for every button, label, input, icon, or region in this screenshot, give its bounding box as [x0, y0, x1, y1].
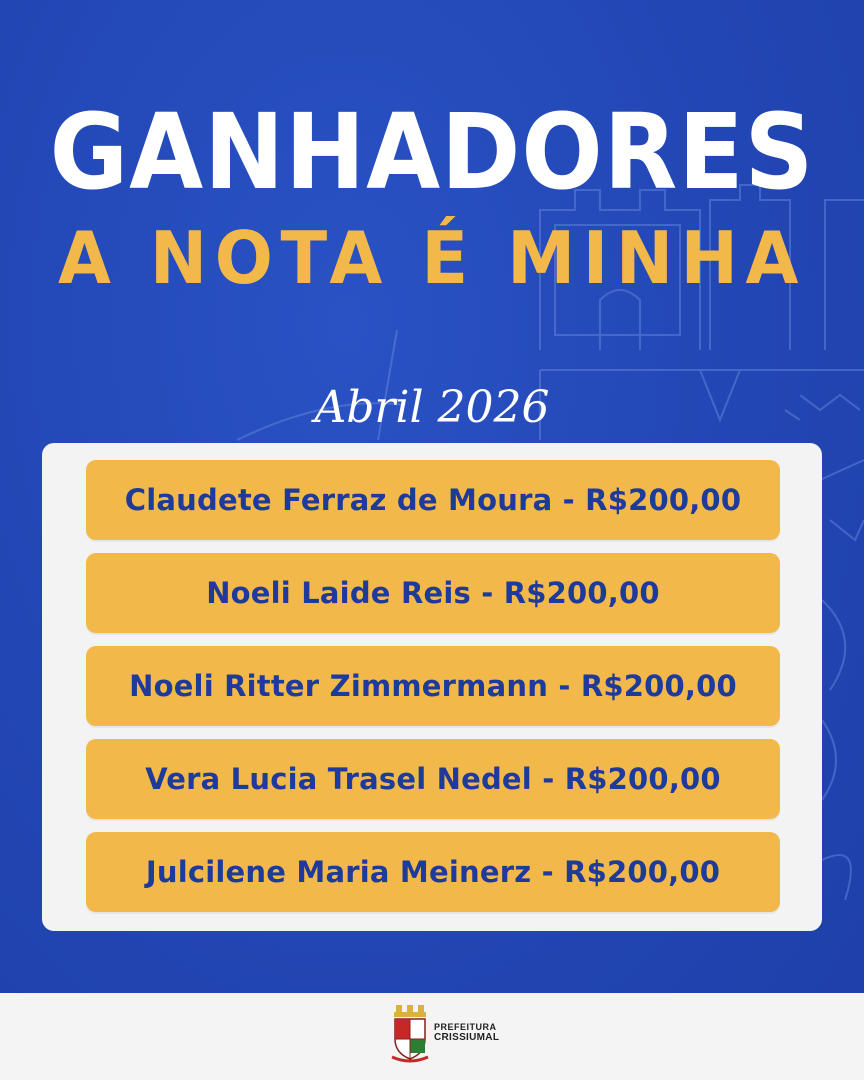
winner-row — [86, 832, 780, 912]
page-title: GANHADORES — [49, 91, 815, 213]
winner-label: Noeli Ritter Zimmermann - R$200,00 — [129, 669, 737, 703]
winner-row — [86, 646, 780, 726]
winner-label: Vera Lucia Trasel Nedel - R$200,00 — [145, 762, 721, 796]
winner-row — [86, 553, 780, 633]
winner-label: Claudete Ferraz de Moura - R$200,00 — [124, 483, 742, 517]
winner-label: Noeli Laide Reis - R$200,00 — [206, 576, 660, 610]
winner-label: Julcilene Maria Meinerz - R$200,00 — [145, 855, 721, 889]
campaign-subtitle: A NOTA É MINHA — [57, 216, 807, 300]
org-line-1: PREFEITURA — [434, 1022, 497, 1032]
organization-name — [434, 1022, 499, 1044]
footer-bar — [0, 993, 864, 1080]
winners-panel — [42, 443, 822, 931]
crest-logo-icon — [390, 1003, 430, 1065]
org-line-2: CRISSIUMAL — [434, 1032, 500, 1044]
month-label: Abril 2026 — [314, 382, 550, 433]
winner-row — [86, 460, 780, 540]
winner-row — [86, 739, 780, 819]
